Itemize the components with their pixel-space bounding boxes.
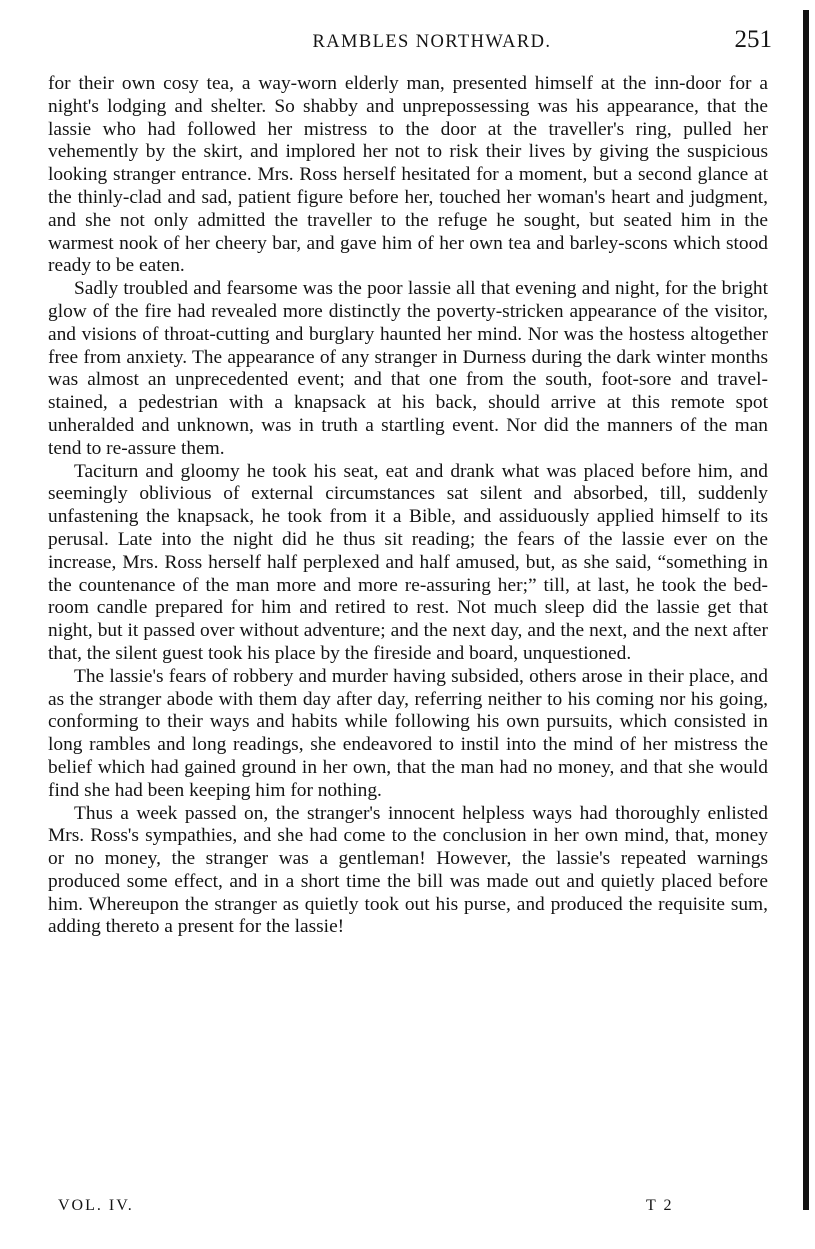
page-footer <box>48 1197 768 1221</box>
paragraph-1: for their own cosy tea, a way-worn elderly man, presented himself at the inn-door for a night's lodging and shelter. So shabby and unprepossessing was his appearance, that the lassie who had followed her mistress to the door at the traveller's ring, pulled her vehemently by the skirt, and implored her not to risk their lives by giving the suspicious looking stranger entrance. Mrs. Ross herself hesitated for a moment, but a second glance at the thinly-clad and sad, patient figure before her, touched her woman's heart and judgment, and she not only admitted the traveller to the refuge he sought, but seated him in the warmest nook of her cheery bar, and gave him of her own tea and barley-scons which stood ready to be eaten. <box>48 73 768 277</box>
signature-mark: T 2 <box>646 1197 674 1214</box>
paragraph-4: The lassie's fears of robbery and murder having subsided, others arose in their place, and as the stranger abode with them day after day, referring neither to his coming nor his going, conforming to their ways and habits while following his own pursuits, which consisted in long rambles and long readings, she endeavored to instil into the mind of her mistress the belief which had gained ground in her own, that the man had no money, and that she would find she had been keeping him for nothing. <box>48 665 768 801</box>
paragraph-3: Taciturn and gloomy he took his seat, eat and drank what was placed before him, and seemingly oblivious of external circumstances sat silent and absorbed, till, suddenly unfastening the knapsack, he took from it a Bible, and assiduously applied himself to its perusal. Late into the night did he thus sit reading; the fears of the lassie ever on the increase, Mrs. Ross herself half perplexed and half amused, but, as she said, “something in the countenance of the man more and more re-assuring her;” till, at last, he took the bed-room candle prepared for him and retired to rest. Not much sleep did the lassie get that night, but it passed over without adventure; and the next day, and the next, and the next after that, the silent guest took his place by the fireside and board, unquestioned. <box>48 460 768 664</box>
page-edge-bar <box>803 10 809 1210</box>
page-header <box>48 26 776 60</box>
body-text <box>48 73 768 939</box>
page-number: 251 <box>734 26 772 53</box>
volume-mark: VOL. IV. <box>58 1197 134 1214</box>
paragraph-5: Thus a week passed on, the stranger's innocent helpless ways had thoroughly enlisted Mrs. Ross's sympathies, and she had come to the conclusion in her own mind, that, money or no money, the stranger was a gentleman! However, the lassie's repeated warnings produced some effect, and in a short time the bill was made out and quietly placed before him. Whereupon the stranger as quietly took out his purse, and produced the requisite sum, adding thereto a present for the lassie! <box>48 802 768 938</box>
paragraph-2: Sadly troubled and fearsome was the poor lassie all that evening and night, for the bright glow of the fire had revealed more distinctly the poverty-stricken appearance of the visitor, and visions of throat-cutting and burglary haunted her mind. Nor was the hostess altogether free from anxiety. The appearance of any stranger in Durness during the dark winter months was almost an unprecedented event; and that one from the south, foot-sore and travel-stained, a pedestrian with a knapsack at his back, should arrive at this remote spot unheralded and unknown, was in truth a startling event. Nor did the manners of the man tend to re-assure them. <box>48 278 768 459</box>
running-head: RAMBLES NORTHWARD. <box>312 32 552 52</box>
